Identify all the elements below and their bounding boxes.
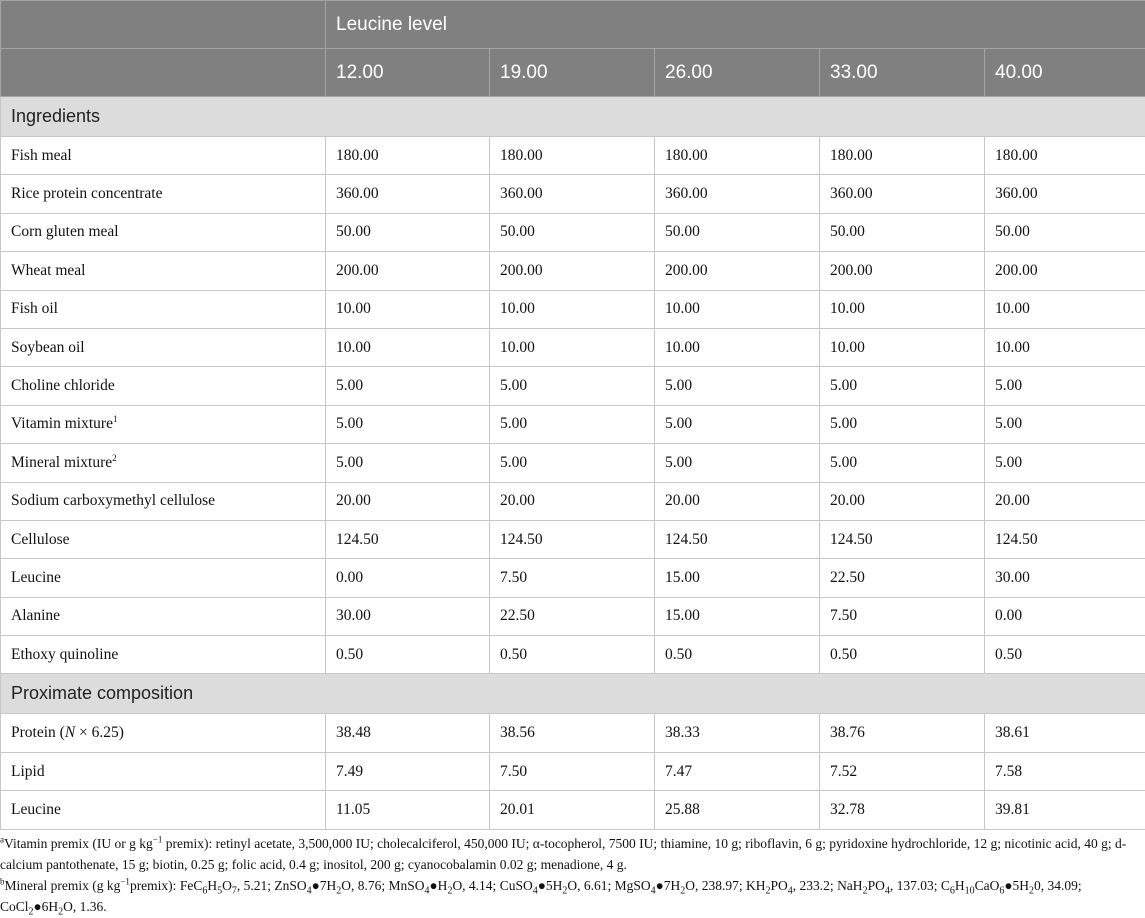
value-cell: 20.01 <box>490 791 655 829</box>
value-cell: 22.50 <box>490 597 655 635</box>
value-cell: 360.00 <box>326 175 490 213</box>
footnote-head-sup: −1 <box>152 834 163 845</box>
value-cell: 10.00 <box>985 328 1145 366</box>
value-cell: 38.33 <box>655 714 820 752</box>
table-row <box>1 367 1145 405</box>
formula-subscript: 5 <box>217 885 223 897</box>
value-cell: 7.50 <box>490 559 655 597</box>
value-cell: 200.00 <box>985 252 1145 290</box>
formula-text: MgSO <box>614 878 651 893</box>
value-cell: 50.00 <box>490 213 655 251</box>
value-cell: 0.50 <box>490 636 655 674</box>
row-label-text: Rice protein concentrate <box>11 185 163 203</box>
table-row <box>1 444 1145 482</box>
formula-text: , 137.03; <box>889 878 941 893</box>
value-cell: 360.00 <box>985 175 1145 213</box>
row-label <box>1 137 326 175</box>
row-label-text: Choline chloride <box>11 377 115 395</box>
value-cell: 5.00 <box>490 405 655 443</box>
value-cell: 5.00 <box>326 367 490 405</box>
formula-text: O, 6.61; <box>567 878 615 893</box>
formula-subscript: 2 <box>562 885 568 897</box>
formula-subscript: 2 <box>862 885 868 897</box>
value-cell: 124.50 <box>655 520 820 558</box>
row-label <box>1 290 326 328</box>
value-cell: 200.00 <box>490 252 655 290</box>
formula-subscript: 4 <box>424 885 430 897</box>
row-label-text: Leucine <box>11 568 61 586</box>
value-cell: 0.50 <box>655 636 820 674</box>
value-cell: 30.00 <box>326 597 490 635</box>
table-row <box>1 597 1145 635</box>
value-cell: 200.00 <box>655 252 820 290</box>
section-title: Ingredients <box>1 97 1145 137</box>
value-cell: 50.00 <box>326 213 490 251</box>
table-row <box>1 213 1145 251</box>
formula-subscript: 2 <box>1029 885 1035 897</box>
row-label-text: Wheat meal <box>11 261 86 279</box>
value-cell: 50.00 <box>985 213 1145 251</box>
row-label-text: Leucine <box>11 800 61 818</box>
formula-text: ●7H <box>311 878 337 893</box>
row-label-text: Soybean oil <box>11 338 85 356</box>
formula-text: CuSO <box>499 878 533 893</box>
value-cell: 20.00 <box>820 482 985 520</box>
formula-subscript: 7 <box>231 885 237 897</box>
row-label-text: Vitamin mixture <box>11 415 113 433</box>
row-label-text: Ethoxy quinoline <box>11 645 119 663</box>
value-cell: 10.00 <box>326 290 490 328</box>
value-cell: 124.50 <box>490 520 655 558</box>
value-cell: 124.50 <box>985 520 1145 558</box>
value-cell: 180.00 <box>820 137 985 175</box>
value-cell: 5.00 <box>985 405 1145 443</box>
footnote-vitamin-premix <box>0 833 1140 875</box>
value-cell: 38.76 <box>820 714 985 752</box>
value-cell: 0.00 <box>985 597 1145 635</box>
level-header: 40.00 <box>985 49 1145 97</box>
row-label <box>1 752 326 790</box>
value-cell: 180.00 <box>655 137 820 175</box>
formula-text: ●5H <box>1004 878 1030 893</box>
formula-text: H <box>954 878 965 893</box>
formula-text: H <box>207 878 218 893</box>
row-label-text: Fish oil <box>11 300 58 318</box>
row-label-text: Lipid <box>11 762 45 780</box>
section-title: Proximate composition <box>1 674 1145 714</box>
value-cell: 0.50 <box>985 636 1145 674</box>
value-cell: 10.00 <box>490 328 655 366</box>
section-row <box>1 97 1145 137</box>
value-cell: 25.88 <box>655 791 820 829</box>
value-cell: 5.00 <box>655 405 820 443</box>
row-label-tail: × 6.25) <box>75 724 124 742</box>
value-cell: 7.58 <box>985 752 1145 790</box>
row-label <box>1 328 326 366</box>
value-cell: 11.05 <box>326 791 490 829</box>
formula-subscript: 4 <box>884 885 890 897</box>
footnote-marker: a <box>0 834 4 845</box>
formula-text: MnSO <box>388 878 425 893</box>
footnote-mineral-premix <box>0 875 1140 917</box>
value-cell: 200.00 <box>820 252 985 290</box>
formula-text: O, 1.36. <box>63 899 107 914</box>
value-cell: 7.47 <box>655 752 820 790</box>
value-cell: 39.81 <box>985 791 1145 829</box>
row-label <box>1 636 326 674</box>
value-cell: 20.00 <box>985 482 1145 520</box>
row-label <box>1 252 326 290</box>
value-cell: 20.00 <box>490 482 655 520</box>
formula-text: FeC <box>179 878 203 893</box>
value-cell: 5.00 <box>326 444 490 482</box>
value-cell: 5.00 <box>820 405 985 443</box>
formula-subscript: 2 <box>447 885 453 897</box>
table-row <box>1 137 1145 175</box>
formula-text: ●6H <box>33 899 59 914</box>
value-cell: 5.00 <box>985 367 1145 405</box>
table-row <box>1 636 1145 674</box>
table-row <box>1 714 1145 752</box>
value-cell: 5.00 <box>820 367 985 405</box>
row-label <box>1 559 326 597</box>
value-cell: 7.50 <box>820 597 985 635</box>
row-label <box>1 482 326 520</box>
value-cell: 180.00 <box>490 137 655 175</box>
value-cell: 10.00 <box>326 328 490 366</box>
table-row <box>1 175 1145 213</box>
value-cell: 15.00 <box>655 559 820 597</box>
footnote-ref: 1 <box>112 414 118 425</box>
table-body <box>1 97 1145 830</box>
formula-subscript: 2 <box>58 906 64 918</box>
footnote-head: Mineral premix (g kg <box>4 878 121 893</box>
value-cell: 15.00 <box>655 597 820 635</box>
formula-text: , 233.2; <box>792 878 838 893</box>
value-cell: 5.00 <box>326 405 490 443</box>
formula-text: PO <box>770 878 788 893</box>
header-row-levels <box>1 49 1145 97</box>
row-label <box>1 444 326 482</box>
section-row <box>1 674 1145 714</box>
formula-text: KH <box>746 878 766 893</box>
formula-text: 0, 34.09; <box>1034 878 1082 893</box>
formula-text: PO <box>867 878 885 893</box>
row-label <box>1 213 326 251</box>
value-cell: 360.00 <box>655 175 820 213</box>
row-label <box>1 175 326 213</box>
formula-text: O <box>222 878 232 893</box>
formula-subscript: 4 <box>306 885 312 897</box>
formula-text: , 5.21; <box>236 878 275 893</box>
value-cell: 22.50 <box>820 559 985 597</box>
table-row <box>1 520 1145 558</box>
row-label <box>1 791 326 829</box>
row-label-italic: N <box>64 724 76 742</box>
value-cell: 360.00 <box>490 175 655 213</box>
row-label-text: Mineral mixture <box>11 453 113 471</box>
footnote-text: premix): retinyl acetate, 3,500,000 IU; cholecalciferol, 450,000 IU; α-tocopherol, 7500 IU; thiamine, 10 g; riboflavin, 6 g; pyridoxine hydrochloride, 12 g; nicotinic acid, 40 g; d-calcium pantothenate, 15 g; biotin, 0.25 g; folic acid, 0.4 g; inositol, 200 g; cyanocobalamin 0.02 g; menadione, 4 g. <box>0 836 1127 872</box>
value-cell: 0.50 <box>820 636 985 674</box>
value-cell: 20.00 <box>326 482 490 520</box>
footnote-marker: b <box>0 876 5 887</box>
value-cell: 10.00 <box>985 290 1145 328</box>
table-row <box>1 405 1145 443</box>
row-label-text: Fish meal <box>11 146 72 164</box>
footnotes <box>0 833 1140 917</box>
value-cell: 10.00 <box>490 290 655 328</box>
formula-subscript: 2 <box>765 885 771 897</box>
footnote-head-sup: −1 <box>120 876 130 887</box>
table-row <box>1 791 1145 829</box>
row-label-text: Alanine <box>11 607 61 625</box>
row-label <box>1 597 326 635</box>
table-row <box>1 328 1145 366</box>
formula-text: CoCl <box>0 899 29 914</box>
row-label <box>1 714 326 752</box>
value-cell: 180.00 <box>326 137 490 175</box>
formula-subscript: 4 <box>787 885 793 897</box>
value-cell: 7.49 <box>326 752 490 790</box>
value-cell: 50.00 <box>655 213 820 251</box>
value-cell: 38.61 <box>985 714 1145 752</box>
leucine-level-header: Leucine level <box>326 1 1145 49</box>
value-cell: 360.00 <box>820 175 985 213</box>
formula-subscript: 2 <box>680 885 686 897</box>
row-label <box>1 367 326 405</box>
value-cell: 5.00 <box>985 444 1145 482</box>
value-cell: 50.00 <box>820 213 985 251</box>
value-cell: 10.00 <box>820 290 985 328</box>
value-cell: 5.00 <box>655 444 820 482</box>
level-header: 26.00 <box>655 49 820 97</box>
value-cell: 7.50 <box>490 752 655 790</box>
formula-text: CaO <box>974 878 1000 893</box>
value-cell: 10.00 <box>655 328 820 366</box>
value-cell: 5.00 <box>820 444 985 482</box>
formula-subscript: 4 <box>650 885 656 897</box>
table-row <box>1 290 1145 328</box>
footnote-head: Vitamin premix (IU or g kg <box>4 836 153 851</box>
value-cell: 5.00 <box>490 444 655 482</box>
level-header: 19.00 <box>490 49 655 97</box>
table-row <box>1 252 1145 290</box>
formula-text: O, 238.97; <box>685 878 747 893</box>
row-label <box>1 520 326 558</box>
value-cell: 0.50 <box>326 636 490 674</box>
value-cell: 38.48 <box>326 714 490 752</box>
formula-subscript: 10 <box>964 885 975 897</box>
value-cell: 180.00 <box>985 137 1145 175</box>
row-label <box>1 405 326 443</box>
value-cell: 124.50 <box>820 520 985 558</box>
row-label-text: Protein ( <box>11 724 65 742</box>
value-cell: 20.00 <box>655 482 820 520</box>
header-corner <box>1 1 326 49</box>
value-cell: 7.52 <box>820 752 985 790</box>
formula-text: C <box>940 878 950 893</box>
row-label-text: Sodium carboxymethyl cellulose <box>11 492 216 510</box>
value-cell: 30.00 <box>985 559 1145 597</box>
row-label-text: Cellulose <box>11 530 70 548</box>
level-header: 12.00 <box>326 49 490 97</box>
value-cell: 124.50 <box>326 520 490 558</box>
row-label-text: Corn gluten meal <box>11 223 119 241</box>
value-cell: 32.78 <box>820 791 985 829</box>
formula-text: O, 8.76; <box>341 878 389 893</box>
footnote-ref: 2 <box>112 452 117 463</box>
formula-text: ●5H <box>537 878 563 893</box>
value-cell: 10.00 <box>820 328 985 366</box>
table-row <box>1 559 1145 597</box>
formula-subscript: 2 <box>336 885 342 897</box>
table-row <box>1 752 1145 790</box>
formula-text: O, 4.14; <box>452 878 500 893</box>
header-corner-lower <box>1 49 326 97</box>
value-cell: 0.00 <box>326 559 490 597</box>
value-cell: 10.00 <box>655 290 820 328</box>
formula-text: NaH <box>837 878 863 893</box>
value-cell: 5.00 <box>655 367 820 405</box>
footnote-head-tail: premix): <box>129 878 180 893</box>
formula-subscript: 2 <box>28 906 34 918</box>
formula-text: ●H <box>429 878 448 893</box>
formula-text: ●7H <box>655 878 681 893</box>
header-row-group <box>1 1 1145 49</box>
formula-subscript: 4 <box>532 885 538 897</box>
formula-subscript: 6 <box>202 885 208 897</box>
formula-subscript: 6 <box>949 885 955 897</box>
formula-subscript: 6 <box>999 885 1005 897</box>
value-cell: 5.00 <box>490 367 655 405</box>
level-header: 33.00 <box>820 49 985 97</box>
formula-text: ZnSO <box>274 878 307 893</box>
value-cell: 200.00 <box>326 252 490 290</box>
table-row <box>1 482 1145 520</box>
value-cell: 38.56 <box>490 714 655 752</box>
